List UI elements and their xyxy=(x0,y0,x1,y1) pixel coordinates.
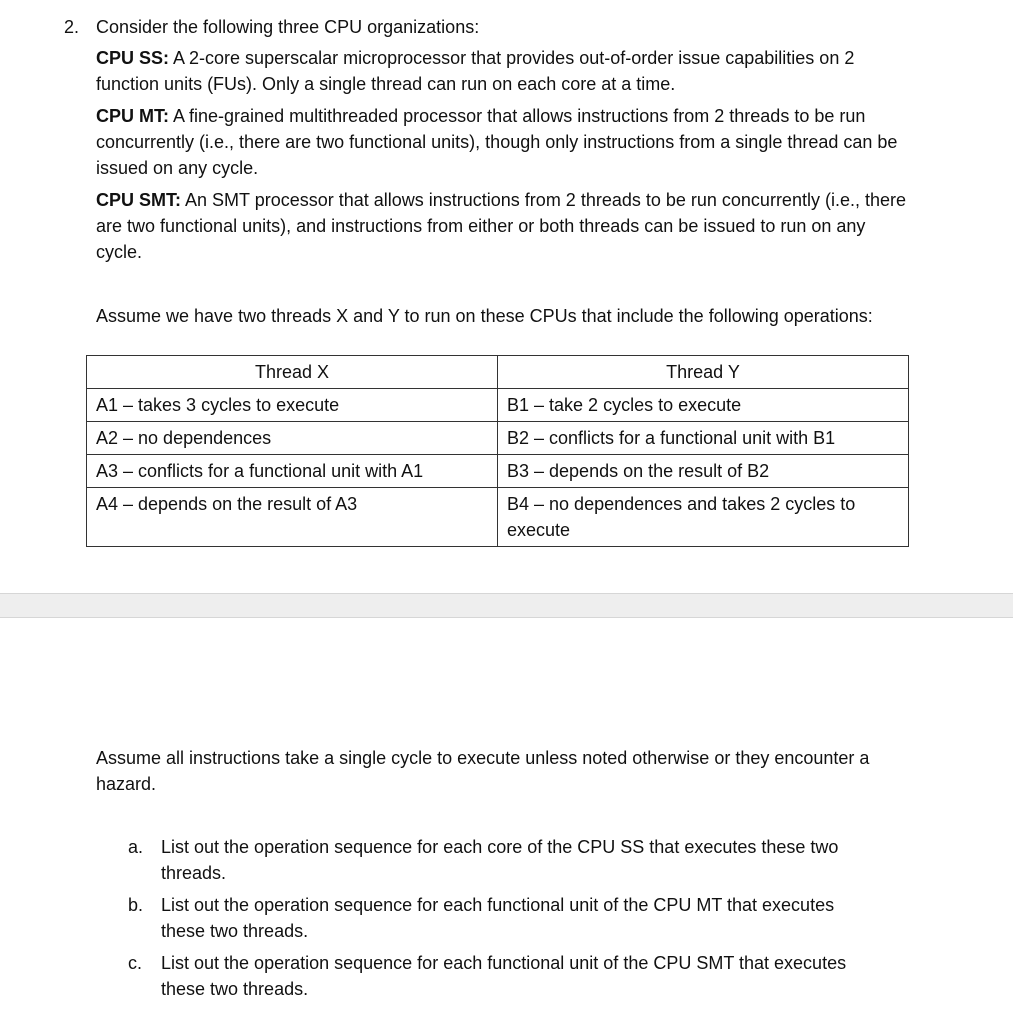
table-row xyxy=(87,389,909,422)
cell-a3: A3 – conflicts for a functional unit with A1 xyxy=(87,455,498,488)
cpu-ss-text: A 2-core superscalar microprocessor that provides out-of-order issue capabilities on 2 function units (FUs). Only a single thread can run on each core at a time. xyxy=(96,48,855,94)
cpu-ss-label: CPU SS: xyxy=(96,48,170,68)
header-thread-y: Thread Y xyxy=(498,356,909,389)
cpu-smt-text: An SMT processor that allows instructions from 2 threads to be run concurrently (i.e., there are two functional units), and instructions from either or both threads can be issued to run on any cycle. xyxy=(96,190,906,262)
question-number: 2. xyxy=(64,17,80,37)
table-row xyxy=(87,422,909,455)
cpu-mt-description xyxy=(96,103,916,181)
cell-a2: A2 – no dependences xyxy=(87,422,498,455)
header-thread-x: Thread X xyxy=(87,356,498,389)
cpu-ss-description xyxy=(96,45,916,97)
table-row xyxy=(87,455,909,488)
question-title: Consider the following three CPU organizations: xyxy=(96,17,480,37)
cell-b3: B3 – depends on the result of B2 xyxy=(498,455,909,488)
subquestion-letter: b. xyxy=(128,895,144,915)
cpu-smt-label: CPU SMT: xyxy=(96,190,181,210)
cell-b4: B4 – no dependences and takes 2 cycles to execute xyxy=(498,488,909,547)
subquestion-text: List out the operation sequence for each core of the CPU SS that executes these two threads. xyxy=(161,837,839,883)
table-row xyxy=(87,488,909,547)
page-break-divider xyxy=(0,593,1013,618)
cpu-mt-label: CPU MT: xyxy=(96,106,169,126)
subquestion-letter: a. xyxy=(128,837,144,857)
operations-table xyxy=(86,355,909,547)
subquestion-text: List out the operation sequence for each functional unit of the CPU MT that executes these two threads. xyxy=(161,895,835,941)
assume-threads-text: Assume we have two threads X and Y to run on these CPUs that include the following operations: xyxy=(96,306,873,326)
cpu-smt-description xyxy=(96,187,916,265)
cell-b1: B1 – take 2 cycles to execute xyxy=(498,389,909,422)
cpu-mt-text: A fine-grained multithreaded processor that allows instructions from 2 threads to be run concurrently (i.e., there are two functional units), though only instructions from a single thread can be issued on any cycle. xyxy=(96,106,898,178)
cell-a4: A4 – depends on the result of A3 xyxy=(87,488,498,547)
cell-a1: A1 – takes 3 cycles to execute xyxy=(87,389,498,422)
subquestion-letter: c. xyxy=(128,953,143,973)
assume-hazard-text: Assume all instructions take a single cycle to execute unless noted otherwise or they encounter a hazard. xyxy=(96,748,870,794)
subquestion-text: List out the operation sequence for each functional unit of the CPU SMT that executes these two threads. xyxy=(161,953,847,999)
cell-b2: B2 – conflicts for a functional unit with B1 xyxy=(498,422,909,455)
table-header-row xyxy=(87,356,909,389)
